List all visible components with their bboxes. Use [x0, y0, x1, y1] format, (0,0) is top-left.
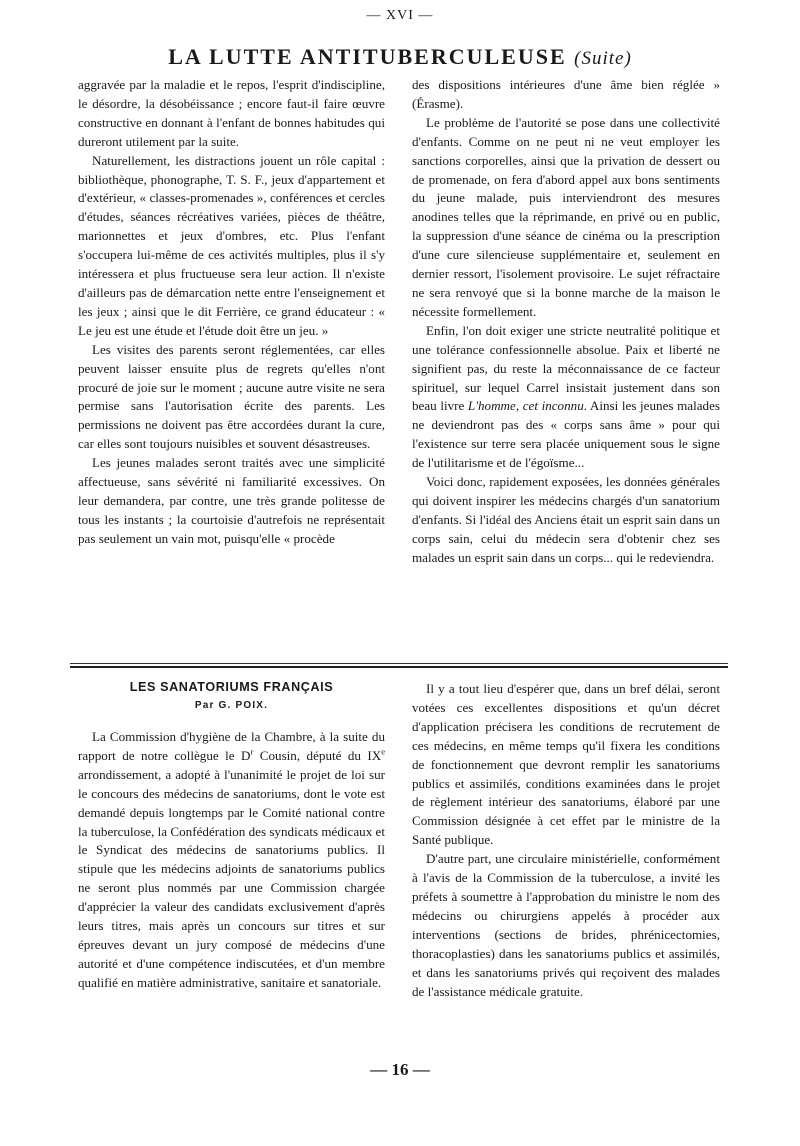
superscript: e — [381, 746, 385, 757]
article2-byline: Par G. POIX. — [194, 700, 269, 711]
superscript: r — [250, 746, 254, 757]
section-divider-thick — [70, 666, 728, 668]
article1-right-column — [412, 76, 720, 654]
paragraph: Naturellement, les distractions jouent un rôle capital : bibliothèque, phonographe, T. S. F., jeux d'appartement et d'extérieur, « classes-promenades », conférences et cercles d'études, séances récréatives variées, pièces de théâtre, marionnettes et jeux d'ombres, etc. Plus l'enfant s'occupera lui-même de ces activités multiples, plus il s'y intéressera et plus fructueuse sera leur action. Il n'existe d'ailleurs pas de démarcation nette entre l'enseignement et les jeux ; ainsi que le dit Ferrière, ce grand éducateur : « Le jeu est une étude et l'étude doit être un jeu. » — [78, 152, 385, 338]
article2-title: LES SANATORIUMS FRANÇAIS — [129, 680, 334, 694]
running-title — [0, 44, 800, 70]
paragraph: aggravée par la maladie et le repos, l'esprit d'indiscipline, le désordre, la désobéissance ; encore faut-il faire œuvre constructive en donnant à l'enfant de bonnes habitudes qui dureront utilement par la suite. — [78, 77, 385, 149]
paragraph: Les jeunes malades seront traités avec une simplicité affectueuse, sans sévérité ni familiarité excessives. On leur demandera, par contre, une très grande politesse de tous les instants ; la courtoisie d'autrefois ne représentait pas seulement un vain mot, puisqu'elle « procède — [78, 455, 385, 546]
book-title: L'homme, cet inconnu — [467, 398, 584, 414]
paragraph: Les visites des parents seront réglementées, car elles peuvent laisser ensuite plus de regrets qu'elles n'ont procuré de joie sur le moment ; aucune autre visite ne sera permise sans l'autorisation écrite des parents. Les permissions ne doivent pas être accordées durant la cure, car elles sont toujours nuisibles et souvent désastreuses. — [78, 341, 385, 452]
paragraph: des dispositions intérieures d'une âme bien réglée » (Érasme). — [412, 77, 720, 111]
running-title-suffix: (Suite) — [574, 48, 632, 69]
paragraph-text: . Ainsi les jeunes malades ne deviendront pas des « corps sans âme » pour qui l'existence sur terre sera placée uniquement sous le signe de l'utilitarisme et de l'égoïsme... — [412, 398, 720, 471]
paragraph-text: Cousin, député du IX — [253, 747, 382, 763]
page-number: — 16 — — [370, 1060, 430, 1079]
paragraph — [412, 322, 720, 473]
article2-right-column — [412, 680, 720, 1060]
article2-left-column — [78, 728, 385, 1058]
paragraph: Voici donc, rapidement exposées, les données générales qui doivent inspirer les médecins chargés d'un sanatorium d'enfants. Si l'idéal des Anciens était un esprit sain dans un corps sain, celui du médecin sera d'obtenir chez ses malades un esprit sain dans un corps... qui le redeviendra. — [412, 474, 720, 565]
paragraph: Le problème de l'autorité se pose dans une collectivité d'enfants. Comme on ne peut ni ne veut employer les sanctions corporelles, ainsi que la privation de dessert ou de promenade, on fera d'abord appel aux bons sentiments du jeune malade, puis interviendront des mesures anodines telles que la réprimande, en privé ou en public, la suppression d'une séance de cinéma ou la prescription d'une cure silencieuse supplémentaire et, seulement en dernier ressort, l'isolement provisoire. Le sujet réfractaire ne sera renvoyé que si la bonne marche de la maison le nécessite formellement. — [412, 114, 720, 319]
paragraph: Il y a tout lieu d'espérer que, dans un bref délai, seront votées ces excellentes dispositions et qu'un décret d'application précisera les conditions de recrutement de ces médecins, en même temps qu'il fixera les conditions de fonctionnement que devront remplir les sanatoriums publics et assimilés, conditions examinées dans le projet de règlement intérieur des sanatoriums, élaboré par une Commission désignée à cet effet par le ministre de la Santé publique. — [412, 681, 720, 848]
paragraph-text: Enfin, l'on doit exiger une stricte neutralité politique et une tolérance confessionnelle absolue. Paix et liberté ne signifient pas, du reste la méconnaissance de ce facteur spirituel, sur lequel Carrel insistait justement dans son beau livre — [412, 322, 720, 414]
paragraph-text: arrondissement, a adopté à l'unanimité le projet de loi sur le concours des médecins de sanatoriums, dont le vote est demandé depuis longtemps par le Comité national contre la tuberculose, la Confédération des syndicats médicaux et le Syndicat des médecins de sanatoriums publics. Il stipule que les médecins adjoints de sanatoriums publics ne seront plus nommés par une Commission chargée d'apprécier la valeur des candidats exclusivement d'après leurs titres, mais après un concours sur titres et sur épreuves devant un jury composé de médecins d'une autorité et d'une compétence indiscutées, et d'un membre qualifié en matière administrative, sanitaire et sanatoriale. — [78, 766, 385, 990]
paragraph: D'autre part, une circulaire ministérielle, conformément à l'avis de la Commission de la tuberculose, a invité les préfets à soumettre à l'approbation du ministre le nom des médecins ou chirurgiens appelés à procéder aux interventions (sections de brides, phrénicectomies, thoracoplasties) dans les sanatoriums publics et assimilés, et dans les sanatoriums privés qui reçoivent des malades de l'assistance médicale gratuite. — [412, 851, 720, 999]
roman-folio: — XVI — — [366, 8, 434, 23]
paragraph-text: La Commission d'hygiène de la Chambre, à la suite du rapport de notre collègue le D — [78, 729, 385, 763]
paragraph — [78, 728, 385, 993]
section-divider — [70, 663, 728, 664]
article1-left-column — [78, 76, 385, 654]
running-title-text: LA LUTTE ANTITUBERCULEUSE — [168, 44, 567, 69]
